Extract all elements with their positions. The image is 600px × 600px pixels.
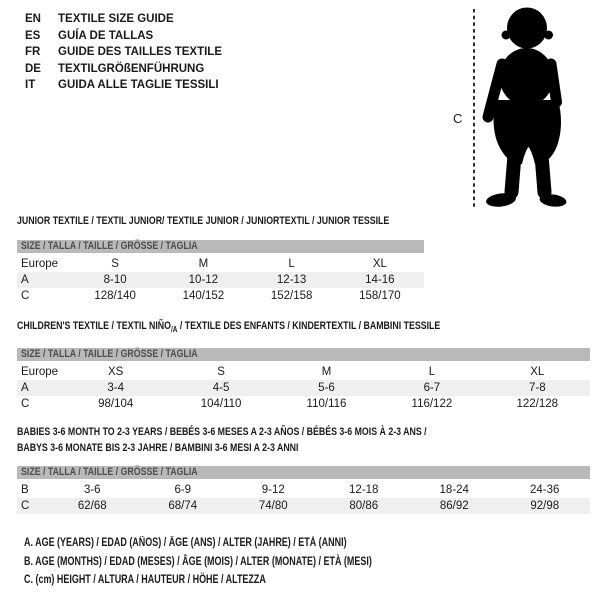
babies-size-table — [17, 466, 590, 514]
size-cell: L — [428, 365, 436, 378]
size-cell: 104/110 — [200, 398, 242, 410]
language-code: IT — [25, 79, 36, 92]
language-title: GUIDE DES TAILLES TEXTILE — [58, 46, 222, 59]
size-header-label: SIZE / TALLA / TAILLE / GRÖSSE / TAGLIA — [21, 240, 198, 252]
language-row-fr — [25, 44, 222, 61]
size-cell: 7-8 — [528, 382, 546, 394]
row-label-cell: A — [21, 274, 29, 286]
height-c-label: C — [453, 111, 463, 126]
size-cell: 4-5 — [212, 382, 230, 394]
language-row-es — [25, 28, 222, 45]
language-row-de — [25, 61, 222, 78]
footnote-b: B. AGE (MONTHS) / EDAD (MESES) / ÂGE (MOIS) / ALTER (MONATE) / ETÀ (MESI) — [24, 555, 372, 568]
size-cell: 3-4 — [107, 382, 124, 394]
size-header-bar — [17, 348, 590, 361]
size-cell: M — [198, 257, 209, 270]
size-cell: XL — [372, 257, 387, 270]
row-label-cell: A — [21, 382, 29, 394]
language-code: EN — [25, 13, 41, 26]
babies-title-line1: BABIES 3-6 MONTH TO 2-3 YEARS / BEBÉS 3-6 MESES A 2-3 AÑOS / BÉBÉS 3-6 MOIS À 2-3 ANS / — [17, 426, 427, 438]
size-cell: XS — [108, 365, 124, 378]
size-cell: 92/98 — [530, 500, 560, 512]
size-cell: 24-36 — [530, 483, 560, 496]
size-header-label: SIZE / TALLA / TAILLE / GRÖSSE / TAGLIA — [21, 466, 198, 478]
language-title: TEXTILE SIZE GUIDE — [58, 13, 174, 26]
footnote-a: A. AGE (YEARS) / EDAD (AÑOS) / ÂGE (ANS) / ALTER (JAHRE) / ETÀ (ANNI) — [24, 537, 347, 549]
table-row — [17, 481, 590, 498]
size-cell: 12-13 — [276, 274, 307, 286]
size-cell: 62/68 — [77, 500, 107, 512]
children-size-table — [17, 348, 590, 412]
row-label-cell: C — [21, 398, 30, 410]
size-header-bar — [17, 466, 590, 479]
size-cell: 116/122 — [411, 398, 453, 410]
table-row — [17, 396, 590, 412]
language-title: GUIDA ALLE TAGLIE TESSILI — [58, 79, 219, 92]
size-cell: 9-12 — [261, 483, 285, 496]
children-title-part2: / TEXTILE DES ENFANTS / KINDERTEXTIL / BAMBINI TESSILE — [177, 320, 441, 332]
row-label-cell: Europe — [21, 257, 59, 270]
language-title-list — [25, 11, 222, 94]
language-row-en — [25, 11, 222, 28]
size-cell: S — [217, 365, 225, 378]
size-cell: 3-6 — [83, 483, 101, 496]
size-cell: 98/104 — [98, 398, 134, 410]
language-code: ES — [25, 29, 41, 42]
table-row — [17, 363, 590, 380]
size-cell: 152/158 — [270, 290, 313, 302]
size-cell: 80/86 — [349, 500, 379, 512]
language-title: GUÍA DE TALLAS — [58, 29, 154, 42]
size-cell: 74/80 — [258, 500, 288, 512]
size-cell: 6-9 — [174, 483, 192, 496]
size-cell: L — [288, 257, 295, 270]
row-label-cell: C — [21, 500, 30, 512]
size-cell: 140/152 — [182, 290, 225, 302]
table-row — [17, 380, 590, 396]
junior-section-title: JUNIOR TEXTILE / TEXTIL JUNIOR/ TEXTILE JUNIOR / JUNIORTEXTIL / JUNIOR TESSILE — [17, 215, 390, 227]
row-label-cell: Europe — [21, 365, 59, 378]
language-code: FR — [25, 46, 41, 59]
size-cell: 86/92 — [439, 500, 469, 512]
size-cell: XL — [530, 365, 545, 378]
size-cell: 10-12 — [188, 274, 219, 286]
footnote-c: C. (cm) HEIGHT / ALTURA / HAUTEUR / HÖHE / ALTEZZA — [24, 574, 266, 586]
size-cell: 5-6 — [318, 382, 335, 394]
table-row — [17, 272, 424, 288]
row-label-cell: C — [21, 290, 30, 302]
size-cell: 6-7 — [423, 382, 441, 394]
size-cell: 12-18 — [349, 483, 379, 496]
size-cell: 128/140 — [94, 290, 136, 302]
size-cell: 14-16 — [365, 274, 395, 286]
row-label-cell: B — [21, 483, 29, 496]
table-row — [17, 498, 590, 514]
children-section-title — [17, 319, 440, 337]
size-cell: 68/74 — [168, 500, 198, 512]
size-cell: M — [321, 365, 332, 378]
size-header-label: SIZE / TALLA / TAILLE / GRÖSSE / TAGLIA — [21, 348, 198, 360]
language-code: DE — [25, 62, 41, 75]
junior-size-table — [17, 240, 424, 304]
size-cell: 110/116 — [306, 398, 347, 410]
size-cell: 8-10 — [103, 274, 127, 286]
size-header-bar — [17, 240, 424, 253]
size-cell: 158/170 — [359, 290, 401, 302]
table-row — [17, 255, 424, 272]
footnote-legend — [24, 534, 372, 590]
language-title: TEXTILGRÖßENFÜHRUNG — [58, 62, 205, 75]
baby-silhouette — [485, 8, 567, 209]
size-cell: S — [111, 257, 119, 270]
language-row-it — [25, 77, 222, 94]
baby-height-figure — [440, 4, 600, 212]
children-title-subscript: /A — [170, 325, 178, 335]
babies-title-line2: BABYS 3-6 MONATE BIS 2-3 JAHRE / BAMBINI 3-6 MESI A 2-3 ANNI — [17, 442, 299, 454]
size-cell: 122/128 — [516, 398, 559, 410]
babies-section-title — [17, 424, 427, 456]
children-title-part1: CHILDREN'S TEXTILE / TEXTIL NIÑO — [17, 320, 171, 332]
size-cell: 18-24 — [439, 483, 469, 496]
table-row — [17, 288, 424, 304]
